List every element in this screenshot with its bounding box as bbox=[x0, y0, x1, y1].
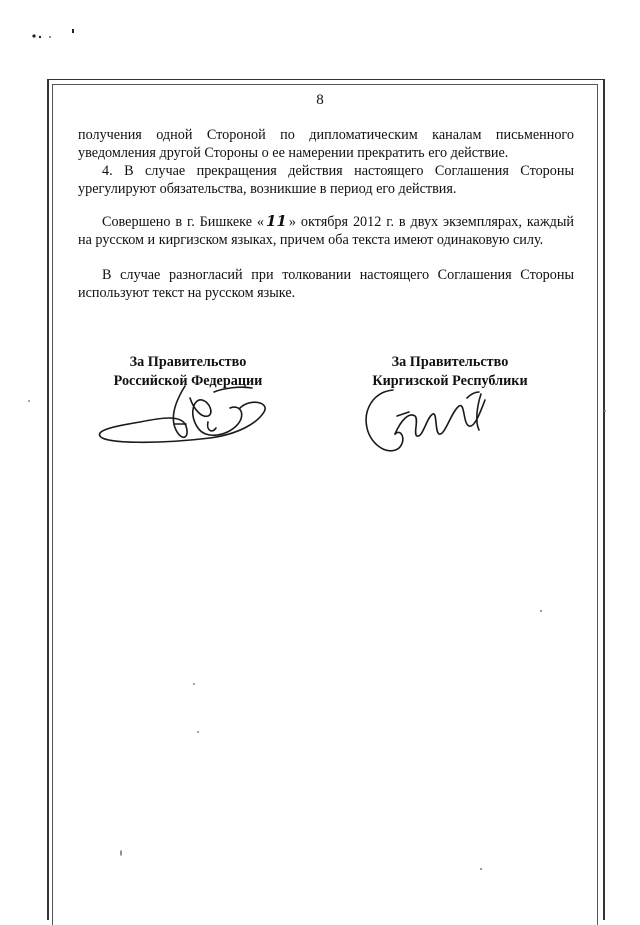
scan-speck bbox=[604, 410, 606, 412]
signature-russia bbox=[90, 378, 280, 460]
done-at-text-end: » октября 2012 г. в двух экземплярах, каждый на русском и киргизском языках, причем оба текста имеют одинаковую силу. bbox=[78, 214, 574, 248]
paragraph-done-at bbox=[78, 212, 574, 249]
scan-speck bbox=[120, 850, 122, 856]
scan-marks bbox=[30, 26, 90, 42]
scan-speck bbox=[28, 400, 30, 402]
signatory-line: За Правительство bbox=[391, 354, 509, 370]
signatory-line: Российской Федерации bbox=[113, 373, 263, 389]
paragraph-line: получения одной Стороной по дипломатическим каналам письменного bbox=[78, 127, 574, 143]
signature-kyrgyzstan bbox=[355, 376, 515, 468]
scan-speck bbox=[540, 610, 542, 612]
paragraph-termination: 4. В случае прекращения действия настоящего Соглашения Стороны урегулируют обязательства, возникшие в период его действия. bbox=[78, 163, 574, 197]
paragraph-discrepancies: В случае разногласий при толковании настоящего Соглашения Стороны используют текст на русском языке. bbox=[78, 267, 574, 301]
handwritten-day: 11 bbox=[266, 212, 287, 230]
paragraph-notification bbox=[78, 126, 574, 162]
page-border-inner bbox=[52, 84, 598, 925]
page-number: 8 bbox=[316, 92, 324, 108]
paragraph-line: уведомления другой Стороны о ее намерении прекратить его действие. bbox=[78, 145, 509, 161]
scan-speck bbox=[480, 868, 482, 870]
scan-speck bbox=[197, 731, 199, 733]
signatory-line: Киргизской Республики bbox=[372, 373, 528, 389]
done-at-text-start: Совершено в г. Бишкеке « bbox=[102, 214, 264, 230]
scan-speck bbox=[193, 683, 195, 685]
signatory-line: За Правительство bbox=[129, 354, 247, 370]
